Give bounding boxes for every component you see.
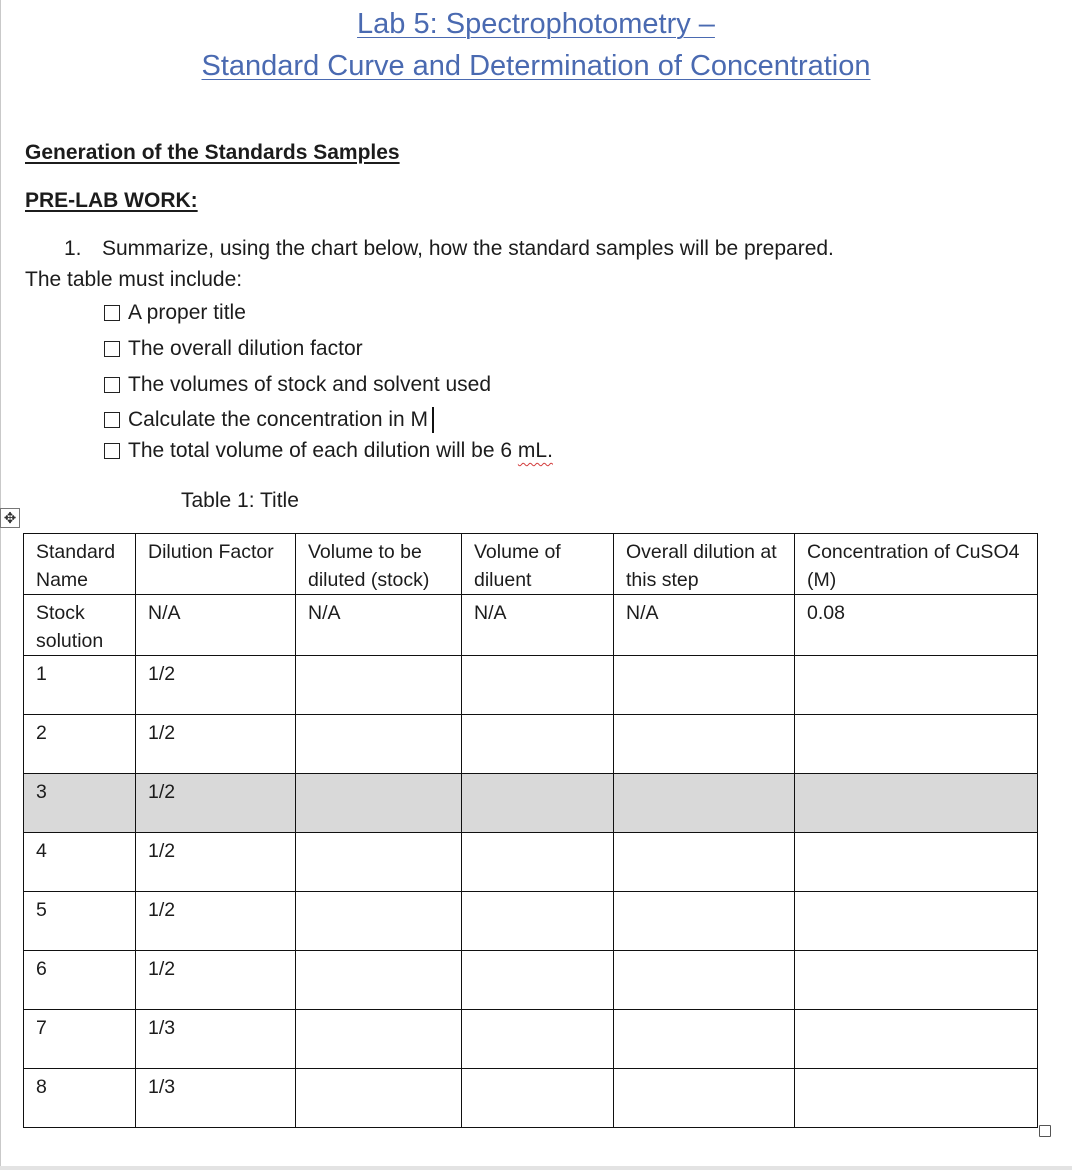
checklist-item[interactable] xyxy=(104,301,246,325)
table-cell[interactable] xyxy=(614,715,795,774)
table-row xyxy=(24,595,1038,656)
table-cell[interactable] xyxy=(296,656,462,715)
table-row xyxy=(24,656,1038,715)
table-cell[interactable] xyxy=(296,1069,462,1128)
table-cell[interactable] xyxy=(614,1010,795,1069)
table-cell[interactable]: 1/2 xyxy=(136,833,296,892)
checkbox[interactable] xyxy=(104,377,120,393)
table-cell[interactable] xyxy=(614,656,795,715)
table-cell[interactable]: 1/2 xyxy=(136,656,296,715)
table-cell[interactable]: 6 xyxy=(24,951,136,1010)
table-cell[interactable] xyxy=(614,833,795,892)
text-cursor xyxy=(432,407,434,433)
requirements-intro: The table must include: xyxy=(25,268,243,291)
table-header-cell[interactable]: Volume to be diluted (stock) xyxy=(296,534,462,595)
question-text: Summarize, using the chart below, how the standard samples will be prepared. xyxy=(102,237,834,260)
checklist-label: Calculate the concentration in M xyxy=(128,408,428,431)
checklist-item[interactable] xyxy=(104,373,491,397)
document-title-line-1: Lab 5: Spectrophotometry – xyxy=(357,8,715,40)
table-cell[interactable] xyxy=(296,892,462,951)
table-header-cell[interactable]: Dilution Factor xyxy=(136,534,296,595)
table-cell[interactable] xyxy=(795,892,1038,951)
table-cell[interactable]: 1/2 xyxy=(136,774,296,833)
table-cell[interactable]: 0.08 xyxy=(795,595,1038,656)
checklist-item[interactable] xyxy=(104,439,553,463)
checklist-label: A proper title xyxy=(128,301,246,324)
checkbox[interactable] xyxy=(104,341,120,357)
question-1 xyxy=(64,237,834,261)
table-cell[interactable]: 1/2 xyxy=(136,892,296,951)
table-header-cell[interactable]: Overall dilution at this step xyxy=(614,534,795,595)
table-cell[interactable]: N/A xyxy=(462,595,614,656)
table-cell[interactable]: 3 xyxy=(24,774,136,833)
table-cell[interactable]: 1/2 xyxy=(136,951,296,1010)
table-cell[interactable]: 8 xyxy=(24,1069,136,1128)
checkbox[interactable] xyxy=(104,305,120,321)
table-cell[interactable] xyxy=(795,951,1038,1010)
checklist-label: The volumes of stock and solvent used xyxy=(128,373,492,396)
resize-handle-icon[interactable] xyxy=(1039,1125,1051,1137)
checklist-item[interactable] xyxy=(104,337,363,361)
table-row xyxy=(24,715,1038,774)
table-cell[interactable] xyxy=(296,833,462,892)
table-cell[interactable]: 1/3 xyxy=(136,1010,296,1069)
table-row xyxy=(24,1069,1038,1128)
table-cell[interactable] xyxy=(462,656,614,715)
table-cell[interactable]: 4 xyxy=(24,833,136,892)
table-cell[interactable] xyxy=(795,715,1038,774)
table-cell[interactable] xyxy=(614,1069,795,1128)
table-header-cell[interactable]: Concentration of CuSO4 (M) xyxy=(795,534,1038,595)
table-cell[interactable]: 5 xyxy=(24,892,136,951)
table-cell[interactable]: N/A xyxy=(136,595,296,656)
table-cell[interactable]: 1/3 xyxy=(136,1069,296,1128)
table-row xyxy=(24,1010,1038,1069)
table-row xyxy=(24,892,1038,951)
standards-table xyxy=(23,533,1038,1128)
checkbox[interactable] xyxy=(104,412,120,428)
page-bottom-edge xyxy=(0,1166,1072,1170)
prelab-heading: PRE-LAB WORK: xyxy=(25,189,198,212)
table-cell[interactable] xyxy=(462,774,614,833)
table-cell[interactable] xyxy=(795,656,1038,715)
table-cell[interactable] xyxy=(296,1010,462,1069)
table-cell[interactable] xyxy=(462,892,614,951)
table-header-cell[interactable]: Standard Name xyxy=(24,534,136,595)
table-cell[interactable] xyxy=(795,774,1038,833)
checklist-label: The overall dilution factor xyxy=(128,337,363,360)
section-heading: Generation of the Standards Samples xyxy=(25,141,400,164)
document-title-line-2: Standard Curve and Determination of Concentration xyxy=(201,50,871,82)
table-cell[interactable]: 7 xyxy=(24,1010,136,1069)
table-row xyxy=(24,774,1038,833)
table-row xyxy=(24,833,1038,892)
table-cell[interactable]: N/A xyxy=(296,595,462,656)
table-cell[interactable] xyxy=(462,1010,614,1069)
table-cell[interactable] xyxy=(795,1010,1038,1069)
move-icon[interactable]: ✥ xyxy=(0,508,20,528)
page-left-border xyxy=(0,0,1,1170)
table-cell[interactable] xyxy=(614,951,795,1010)
table-cell[interactable] xyxy=(795,833,1038,892)
table-cell[interactable] xyxy=(296,951,462,1010)
table-cell[interactable] xyxy=(614,774,795,833)
table-cell[interactable] xyxy=(614,892,795,951)
table-cell[interactable] xyxy=(462,1069,614,1128)
table-cell[interactable]: N/A xyxy=(614,595,795,656)
table-cell[interactable]: 1 xyxy=(24,656,136,715)
table-cell[interactable] xyxy=(462,715,614,774)
table-cell[interactable]: Stock solution xyxy=(24,595,136,656)
table-header-row xyxy=(24,534,1038,595)
question-number: 1. xyxy=(64,237,82,260)
table-cell[interactable] xyxy=(296,774,462,833)
table-row xyxy=(24,951,1038,1010)
table-cell[interactable] xyxy=(462,951,614,1010)
table-cell[interactable] xyxy=(795,1069,1038,1128)
table-cell[interactable] xyxy=(296,715,462,774)
table-header-cell[interactable]: Volume of diluent xyxy=(462,534,614,595)
checklist-label: The total volume of each dilution will be 6 mL. xyxy=(128,439,553,462)
table-cell[interactable]: 1/2 xyxy=(136,715,296,774)
table-cell[interactable] xyxy=(462,833,614,892)
checklist-item[interactable] xyxy=(104,407,434,433)
table-caption: Table 1: Title xyxy=(181,489,299,512)
checkbox[interactable] xyxy=(104,443,120,459)
table-cell[interactable]: 2 xyxy=(24,715,136,774)
